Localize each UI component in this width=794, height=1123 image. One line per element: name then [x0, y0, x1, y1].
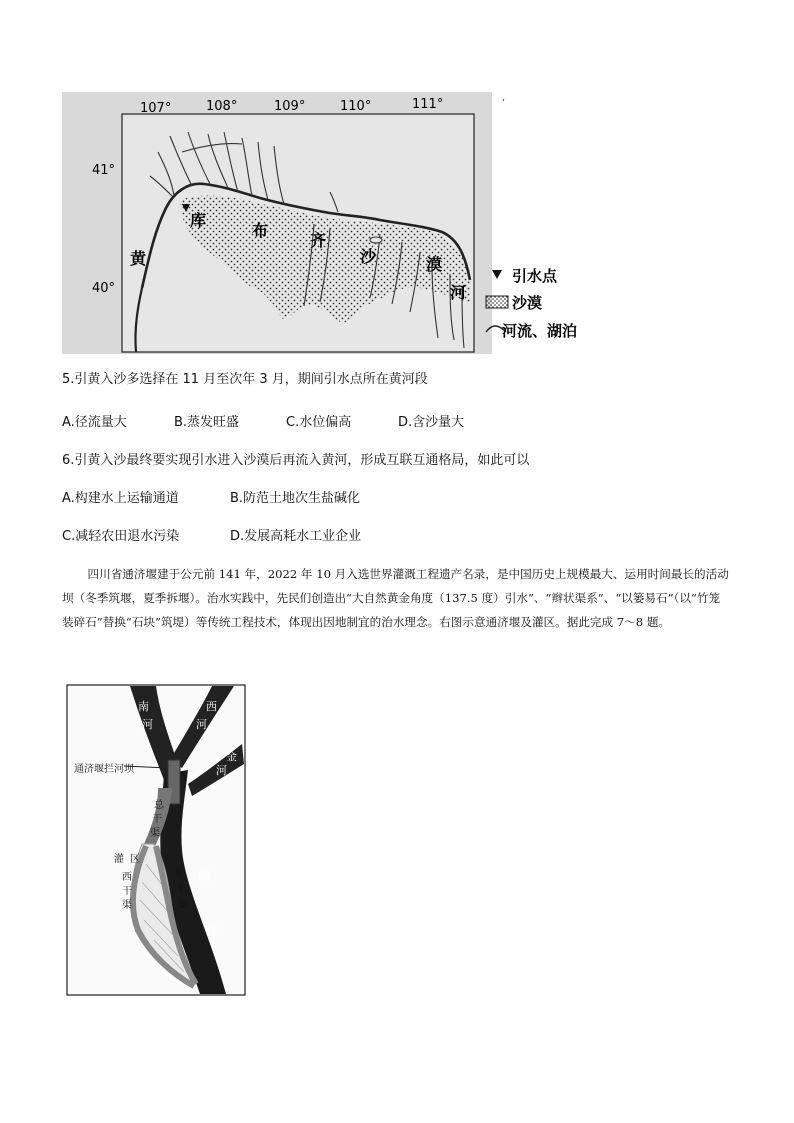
q5-option-b[interactable]: B.蒸发旺盛 [174, 415, 240, 430]
guanqu-char: 区 [130, 854, 140, 865]
zong-char: 干 [152, 814, 162, 825]
legend-intake-icon [492, 270, 502, 279]
map-tongjiyan-svg [66, 684, 246, 996]
minjiang-char: 岷 [198, 869, 212, 884]
nanhe-char: 南 [138, 700, 149, 713]
q6-option-d[interactable]: D.发展高耗水工业企业 [230, 529, 362, 544]
lake [370, 237, 382, 243]
q6-option-c[interactable]: C.减轻农田退水污染 [62, 529, 180, 544]
xigan-char: 西 [122, 872, 132, 883]
desert-name-char: 沙 [360, 247, 377, 266]
donggan-char: 渠 [178, 900, 188, 911]
xihe-char: 河 [196, 718, 207, 731]
jinhe-char: 金 [226, 750, 237, 763]
legend-desert-label: 沙漠 [512, 294, 543, 312]
q5-option-c[interactable]: C.水位偏高 [286, 415, 352, 430]
q6-option-a[interactable]: A.构建水上运输通道 [62, 491, 179, 506]
svg-text:ʻ: ʻ [502, 98, 506, 109]
legend-desert-icon [486, 296, 508, 308]
nanhe-char: 河 [142, 718, 153, 731]
zong-char: 总 [154, 800, 164, 811]
lon-label: 111° [412, 97, 444, 112]
jinhe-char: 河 [216, 764, 227, 777]
question-6-stem: 6.引黄入沙最终要实现引水进入沙漠后再流入黄河，形成互联互通格局，如此可以 [62, 453, 530, 468]
zong-char: 渠 [150, 828, 160, 839]
passage-tongjiyan: 四川省通济堰建于公元前 141 年，2022 年 10 月入选世界灌溉工程遗产名录，是中国历史上规模最大、运用时间最长的活动坝（冬季筑堰，夏季拆堰）。治水实践中，先民们创造出“大自然黄金角度（137.5 度）引水”、“辫状渠系”、“以篓易石”（以“竹笼装碎石”替换“石块”筑堤）等传统工程技术，体现出因地制宜的治水理念。右图示意通济堰及灌区。据此完成 7～8 题。 [62, 567, 729, 629]
donggan-char: 东 [174, 868, 184, 879]
legend-river-label: 河流、湖泊 [502, 322, 578, 340]
minjiang-char: 江 [206, 925, 220, 940]
q5-option-d[interactable]: D.含沙量大 [398, 415, 465, 430]
map-kubuqi-figure [62, 92, 622, 354]
huanghe-label-left: 黄 [130, 249, 147, 268]
desert-name-char: 库 [190, 211, 207, 230]
lat-label: 41° [92, 163, 116, 178]
desert-name-char: 漠 [426, 255, 443, 274]
question-5-stem: 5.引黄入沙多选择在 11 月至次年 3 月，期间引水点所在黄河段 [62, 372, 428, 387]
guanqu-char: 灌 [114, 854, 124, 865]
xigan-char: 干 [122, 886, 132, 897]
legend-intake-label: 引水点 [512, 267, 558, 285]
dam-label: 通济堰拦河坝 [74, 764, 134, 775]
map-tongjiyan-figure [66, 684, 246, 996]
map-legend [486, 267, 577, 340]
lon-label: 109° [274, 99, 306, 114]
huanghe-label-right: 河 [450, 283, 467, 302]
q5-option-a[interactable]: A.径流量大 [62, 415, 127, 430]
desert-name-char: 齐 [310, 231, 327, 250]
xigan-char: 渠 [122, 900, 132, 911]
lon-label: 110° [340, 99, 372, 114]
donggan-char: 干 [176, 884, 186, 895]
lon-label: 107° [140, 101, 172, 116]
xihe-char: 西 [206, 700, 217, 713]
lon-label: 108° [206, 99, 238, 114]
map-kubuqi-svg [62, 92, 622, 354]
desert-name-char: 布 [252, 221, 269, 240]
lat-label: 40° [92, 281, 116, 296]
q6-option-b[interactable]: B.防范土地次生盐碱化 [230, 491, 361, 506]
